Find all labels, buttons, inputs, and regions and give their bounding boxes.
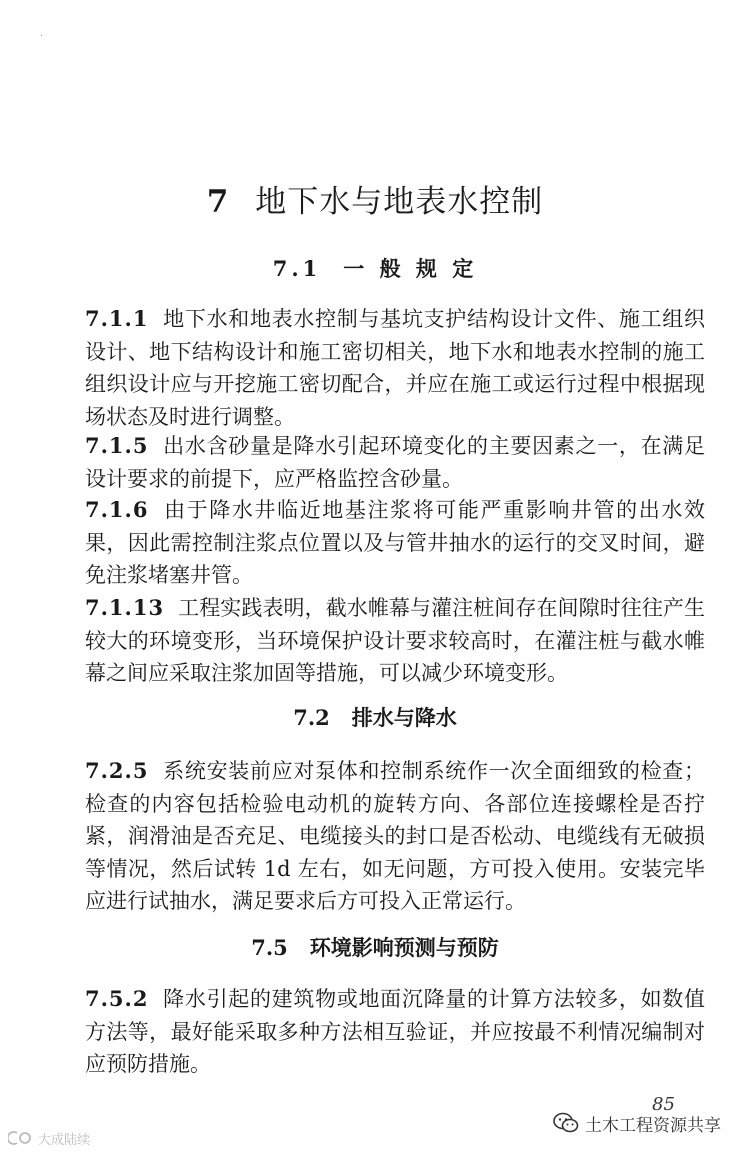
section-title: 环境影响预测与预防 <box>309 936 499 960</box>
clause-text: 系统安装前应对泵体和控制系统作一次全面细致的检查；检查的内容包括检验电动机的旋转方向、各部位连接螺栓是否拧紧，润滑油是否充足、电缆接头的封口是否松动、电缆线有无破损等情况，然后试转 1d 左右，如无问题，方可投入使用。安装完毕应进行试抽水，满足要求后方可投入正常运行。 <box>85 759 705 913</box>
chapter-title-text: 地下水与地表水控制 <box>255 184 544 220</box>
logo-icon <box>8 1130 34 1146</box>
section-number: 7.1 <box>272 256 322 281</box>
section-title: 一 般 规 定 <box>343 257 478 281</box>
clause-7-2-5 <box>85 755 705 918</box>
section-heading-7-5 <box>0 933 750 963</box>
scan-mark: . <box>40 28 44 39</box>
clause-text: 出水含砂量是降水引起环境变化的主要因素之一，在满足设计要求的前提下，应严格监控含砂量。 <box>85 434 705 491</box>
clause-number: 7.1.5 <box>85 433 149 458</box>
clause-7-1-6 <box>85 494 705 592</box>
clause-7-5-2 <box>85 983 705 1081</box>
clause-text: 地下水和地表水控制与基坑支护结构设计文件、施工组织设计、地下结构设计和施工密切相关，地下水和地表水控制的施工组织设计应与开挖施工密切配合，并应在施工或运行过程中根据现场状态及时进行调整。 <box>85 307 705 429</box>
clause-number: 7.1.6 <box>85 497 149 522</box>
clause-number: 7.1.1 <box>85 306 149 331</box>
clause-text: 工程实践表明，截水帷幕与灌注桩间存在间隙时往往产生较大的环境变形，当环境保护设计要求较高时，在灌注桩与截水帷幕之间应采取注浆加固等措施，可以减少环境变形。 <box>85 596 705 685</box>
watermark-logo <box>8 1128 90 1148</box>
clause-7-1-1 <box>85 303 705 433</box>
clause-text: 降水引起的建筑物或地面沉降量的计算方法较多，如数值方法等，最好能采取多种方法相互验证，并应按最不利情况编制对应预防措施。 <box>85 987 705 1076</box>
clause-number: 7.2.5 <box>85 758 149 783</box>
chapter-number: 7 <box>206 184 230 220</box>
section-heading-7-1 <box>0 254 750 284</box>
watermark-wechat <box>553 1110 721 1136</box>
section-number: 7.2 <box>293 705 330 730</box>
page-number: 85 <box>652 1094 675 1115</box>
section-number: 7.5 <box>251 935 288 960</box>
clause-number: 7.5.2 <box>85 986 149 1011</box>
watermark-text: 土木工程资源共享 <box>585 1115 721 1136</box>
section-title: 排水与降水 <box>351 706 457 730</box>
clause-text: 由于降水井临近地基注浆将可能严重影响井管的出水效果，因此需控制注浆点位置以及与管井抽水的运行的交叉时间，避免注浆堵塞井管。 <box>85 498 705 587</box>
chapter-title <box>0 182 750 222</box>
section-heading-7-2 <box>0 703 750 733</box>
wechat-icon <box>553 1112 579 1134</box>
clause-number: 7.1.13 <box>85 595 165 620</box>
clause-7-1-13 <box>85 592 705 690</box>
watermark-logo-text: 大成陆续 <box>38 1132 91 1148</box>
clause-7-1-5 <box>85 430 705 495</box>
